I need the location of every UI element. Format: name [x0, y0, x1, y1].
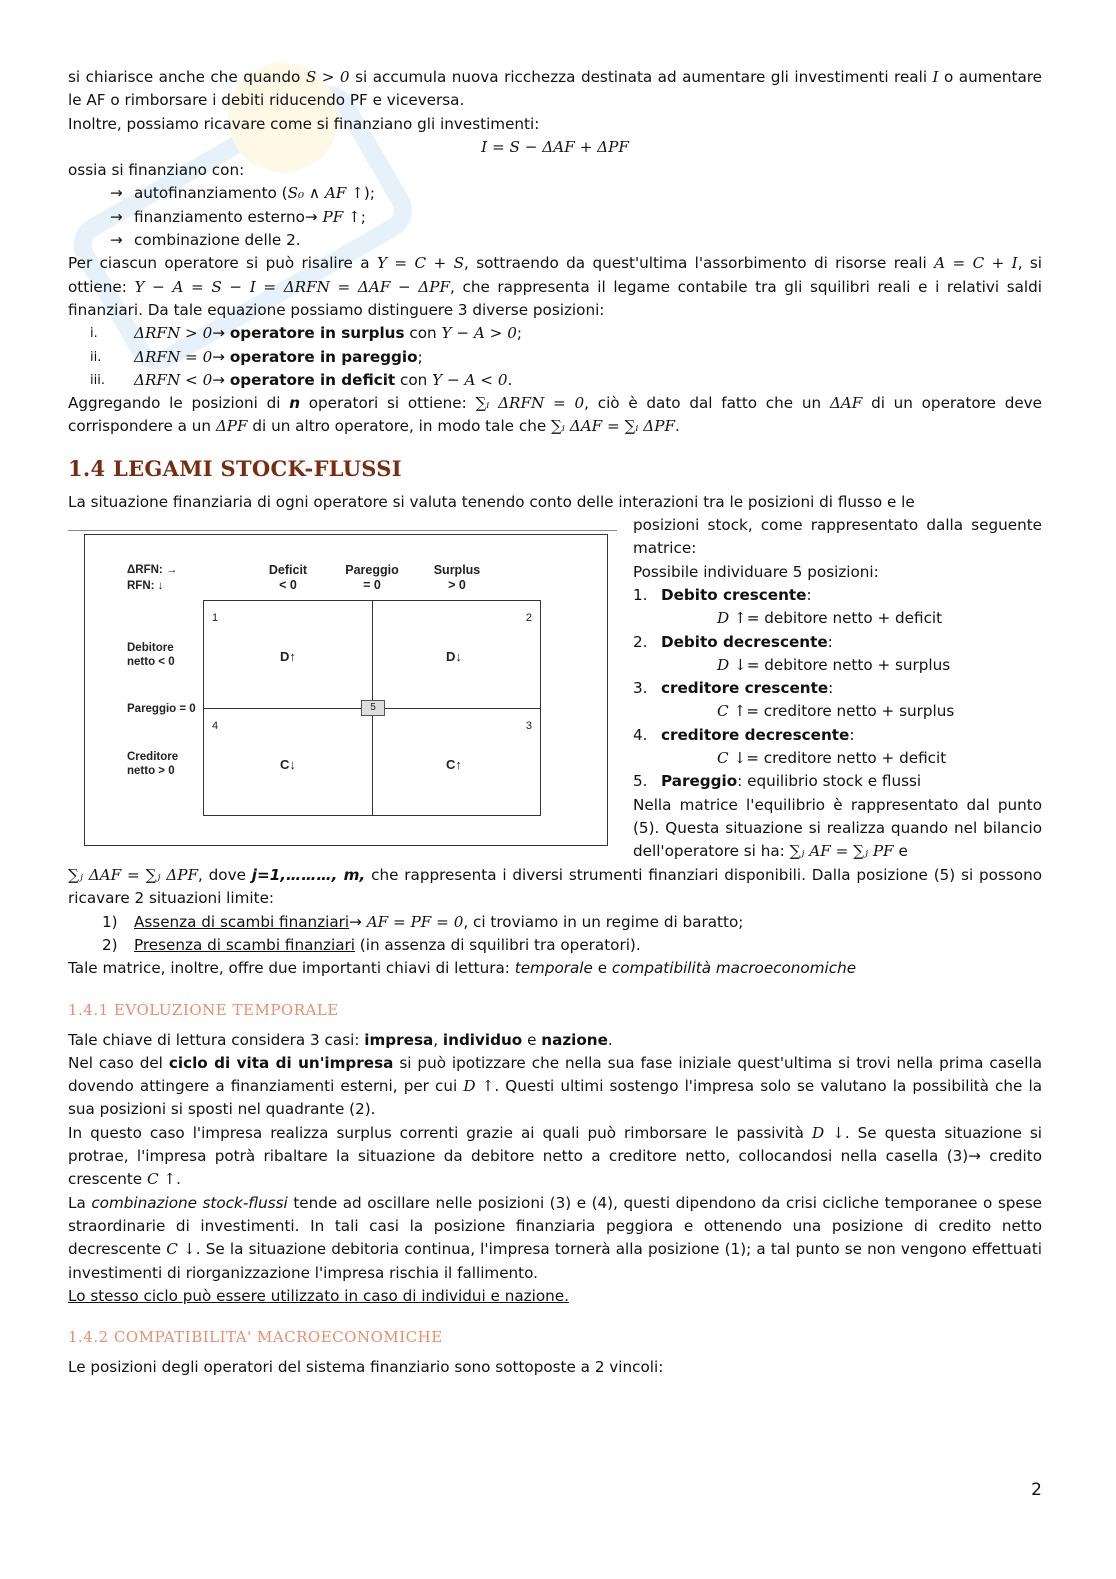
side-paragraph-3: Nella matrice l'equilibrio è rappresentato dal punto (5). Questa situazione si realizza quando nel bilancio dell'operatore si ha: ∑ⱼ AF = ∑ⱼ PF e — [633, 795, 1042, 861]
equation-investments: I = S − ΔAF + ΔPF — [481, 137, 629, 156]
position-5-item: 5. Pareggio: equilibrio stock e flussi — [633, 772, 922, 791]
position-5-item: 3. creditore crescente: — [633, 679, 834, 698]
row-header-pareggio: Pareggio = 0 — [127, 703, 196, 716]
positions-5-list — [633, 584, 1042, 794]
cell-number-4: 4 — [212, 720, 219, 733]
position-item: ii. ΔRFN = 0→ operatore in pareggio; — [90, 347, 423, 366]
position-5-item: 2. Debito decrescente: — [633, 632, 833, 651]
axis-flow-label: ΔRFN: → — [127, 564, 178, 577]
section141-paragraph-1: Tale chiave di lettura considera 3 casi: impresa, individuo e nazione. — [68, 1030, 613, 1049]
section-heading-1-4-2: 1.4.2 COMPATIBILITA' MACROECONOMICHE — [68, 1328, 443, 1347]
intro-paragraph-5: Aggregando le posizioni di n operatori si ottiene: ∑ᵢ ΔRFN = 0, ciò è dato dal fatto che un ΔAF di un operatore deve corrispondere a un ΔPF di un altro operatore, in modo tale che ∑ᵢ ΔAF = ∑ᵢ ΔPF. — [68, 394, 1043, 436]
cell-debt-up: D↑ — [280, 649, 296, 665]
section141-paragraph-4: La combinazione stock-flussi tende ad oscillare nelle posizioni (3) e (4), questi dipendono da crisi cicliche temporanee o spese straordinarie di investimenti. In tali casi la posizione finanziaria peggiora e ottenendo una posizione di credito netto decrescente C ↓. Se la situazione debitoria continua, l'impresa tornerà alla posizione (1); a tal punto se non vengono effettuati investimenti di riorganizzazione l'impresa rischia il fallimento. — [68, 1193, 1043, 1282]
intro-paragraph-2: Inoltre, possiamo ricavare come si finanziano gli investimenti: — [68, 114, 540, 133]
section141-paragraph-5: Lo stesso ciclo può essere utilizzato in caso di individui e nazione. — [68, 1286, 569, 1305]
side-paragraph-1: posizioni stock, come rappresentato dalla seguente matrice: — [633, 516, 1042, 558]
position-5-subline: C ↑= creditore netto + surplus — [717, 702, 955, 721]
column-header-pareggio: Pareggio = 0 — [345, 563, 399, 593]
financing-item: → autofinanziamento (S₀ ∧ AF ↑); — [68, 182, 1042, 205]
section-heading-1-4-1: 1.4.1 EVOLUZIONE TEMPORALE — [68, 1000, 339, 1019]
page-number: 2 — [1031, 1480, 1042, 1500]
stock-flow-matrix — [84, 534, 608, 846]
section14-paragraph-2: ∑ⱼ ΔAF = ∑ⱼ ΔPF, dove j=1,………, m, che rappresenta i diversi strumenti finanziari disponibili. Dalla posizione (5) si possono ricavare 2 situazioni limite: — [68, 866, 1043, 908]
financing-item: → finanziamento esterno→ PF ↑; — [68, 206, 1042, 229]
row-header-creditore: Creditore netto > 0 — [127, 751, 179, 778]
section141-paragraph-2: Nel caso del ciclo di vita di un'impresa si può ipotizzare che nella sua fase iniziale quest'ultima si trovi nella prima casella dovendo attingere a finanziamenti esterni, per cui D ↑. Questi ultimi sostengo l'impresa solo se valutano la possibilità che la sua posizioni si sposti nel quadrante (2). — [68, 1053, 1043, 1119]
position-5-subline: C ↓= creditore netto + deficit — [717, 749, 947, 768]
cell-number-3: 3 — [525, 720, 532, 733]
matrix-section — [68, 514, 1042, 864]
position-item: i. ΔRFN > 0→ operatore in surplus con Y − A > 0; — [90, 324, 523, 343]
position-5-item: 4. creditore decrescente: — [633, 725, 855, 744]
column-header-surplus: Surplus > 0 — [433, 563, 481, 593]
section14-paragraph-1: La situazione finanziaria di ogni operatore si valuta tenendo conto delle interazioni tra le posizioni di flusso e le — [68, 492, 915, 511]
row-header-debitore: Debitore netto < 0 — [127, 642, 175, 669]
figure-top-rule — [68, 530, 617, 531]
positions-list — [68, 322, 1042, 392]
limit-item: 2) Presenza di scambi finanziari (in assenza di squilibri tra operatori). — [102, 935, 641, 954]
side-paragraph-2: Possibile individuare 5 posizioni: — [633, 562, 879, 581]
cell-credit-down: C↓ — [280, 757, 296, 773]
position-5-item: 1. Debito crescente: — [633, 585, 812, 604]
financing-item: → combinazione delle 2. — [68, 229, 1042, 252]
section141-paragraph-3: In questo caso l'impresa realizza surplus correnti grazie ai quali può rimborsare le passività D ↓. Se questa situazione si protrae, l'impresa potrà ribaltare la situazione da debitore netto a creditore netto, collocandosi nella casella (3)→ credito crescente C ↑. — [68, 1123, 1042, 1189]
matrix-explanation — [633, 514, 1042, 863]
section14-paragraph-3: Tale matrice, inoltre, offre due importanti chiavi di lettura: temporale e compatibilità macroeconomiche — [68, 959, 857, 978]
cell-debt-down: D↓ — [446, 649, 462, 665]
intro-paragraph-3: ossia si finanziano con: — [68, 161, 245, 180]
financing-list — [68, 182, 1042, 252]
position-item: iii. ΔRFN < 0→ operatore in deficit con Y − A < 0. — [90, 370, 513, 389]
cell-credit-up: C↑ — [446, 757, 462, 773]
position-5-subline: D ↑= debitore netto + deficit — [717, 609, 943, 628]
limit-item: 1) Assenza di scambi finanziari→ AF = PF = 0, ci troviamo in un regime di baratto; — [102, 912, 744, 931]
axis-stock-label: RFN: ↓ — [127, 580, 164, 593]
section142-paragraph-1: Le posizioni degli operatori del sistema finanziario sono sottoposte a 2 vincoli: — [68, 1358, 664, 1377]
position-5-subline: D ↓= debitore netto + surplus — [717, 655, 951, 674]
column-header-deficit: Deficit < 0 — [268, 563, 308, 593]
limit-situations-list — [68, 911, 1042, 958]
intro-paragraph-4: Per ciascun operatore si può risalire a Y = C + S, sottraendo da quest'ultima l'assorbimento di risorse reali A = C + I, si ottiene: Y − A = S − I = ΔRFN = ΔAF − ΔPF, che rappresenta il legame contabile tra gli squilibri reali e i relativi saldi finanziari. Da tale equazione possiamo distinguere 3 diverse posizioni: — [68, 254, 1043, 319]
equilibrium-point-5: 5 — [361, 700, 385, 716]
section-heading-1-4: 1.4 LEGAMI STOCK-FLUSSI — [68, 455, 402, 481]
cell-number-1: 1 — [212, 612, 219, 625]
intro-paragraph-1: si chiarisce anche che quando S > 0 si accumula nuova ricchezza destinata ad aumentare gli investimenti reali I o aumentare le AF o rimborsare i debiti riducendo PF e viceversa. — [68, 68, 1043, 110]
page-content — [68, 66, 1042, 1379]
cell-number-2: 2 — [525, 612, 532, 625]
matrix-grid — [203, 600, 541, 816]
